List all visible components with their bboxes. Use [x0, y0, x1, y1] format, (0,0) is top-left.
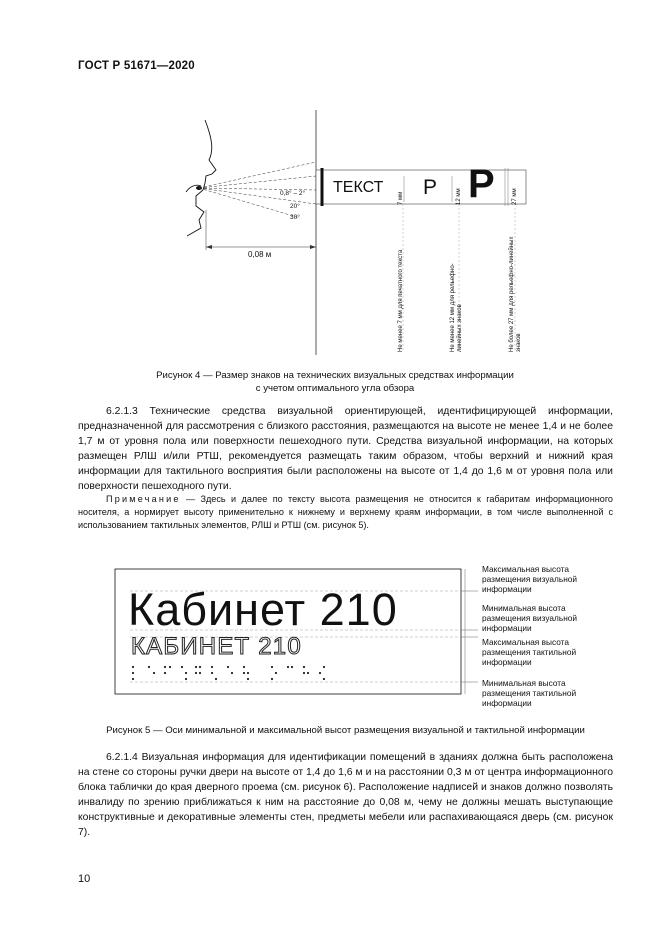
- paragraph-6-2-1-4: 6.2.1.4 Визуальная информация для идентификации помещений в зданиях должна быть расположена на стене со стороны ручки двери на высоте от 1,4 до 1,6 м и на расстоянии 0,3 м от центра информационного блока таблички до края дверного проема (см. рисунок 6). Расположение надписей и знаков должно позволять инвалиду по зрению приближаться к ним на расстояние до 0,08 м, чему не должны мешать выступающие конструктивные и декоративные элементы стен, предметы мебели или распахивающаяся дверь (см. рисунок 7).: [78, 752, 613, 838]
- note-relief-max: Не более 27 мм для рельефно-линейных знаков: [509, 236, 522, 352]
- plate-visual-text: Кабинет 210: [128, 584, 398, 635]
- document-header: ГОСТ Р 51671—2020: [78, 60, 195, 72]
- note-text: — Здесь и далее по тексту высота размещения не относится к габаритам информационного носителя, а нормирует высоту применительно к нижнему и верхнему краям информации, в том числе выполненной с использованием тактильных элементов, РЛШ и РТШ (см. рисунок 5).: [78, 494, 613, 530]
- label-max-visual: Максимальная высота размещения визуальной информации: [482, 564, 578, 594]
- figure-4-diagram: [0, 0, 661, 360]
- note-paragraph: [78, 493, 613, 532]
- page-number: 10: [78, 873, 91, 885]
- distance-label: 0,08 м: [248, 250, 272, 259]
- height-label-27: 27 мм: [512, 188, 518, 205]
- note-relief-min: Не менее 12 мм для рельефно-линейных знаков: [450, 263, 463, 352]
- face-profile: [187, 120, 216, 236]
- height-label-12: 12 мм: [456, 188, 462, 205]
- sign-letter-medium: Р: [423, 176, 438, 199]
- label-min-visual: Минимальная высота размещения визуальной информации: [482, 603, 578, 633]
- label-max-tactile: Максимальная высота размещения тактильной информации: [482, 637, 577, 667]
- sign-sample-text: ТЕКСТ: [333, 179, 384, 196]
- sign-letter-large: Р: [468, 162, 495, 206]
- figure-5-caption: Рисунок 5 — Оси минимальной и максимальной высот размещения визуальной и тактильной информации: [106, 725, 585, 736]
- note-label: Примечание: [106, 494, 181, 504]
- angle-label-1: 0,8° – 2°: [280, 190, 306, 197]
- label-min-tactile: Минимальная высота размещения тактильной информации: [482, 678, 577, 708]
- angle-label-2: 20°: [290, 203, 300, 210]
- note-print-text: Не менее 7 мм для печатного текста: [398, 249, 404, 352]
- angle-label-3: 30°: [290, 214, 300, 221]
- figure-4-caption: Рисунок 4 — Размер знаков на технических визуальных средствах информации с учетом оптимального угла обзора: [156, 370, 514, 394]
- paragraph-6-2-1-3: 6.2.1.3 Технические средства визуальной ориентирующей, идентифицирующей информации, предназначенной для рассмотрения с близкого расстояния, размещаются на высоте не менее 1,4 и не более 1,7 м от уровня пола или поверхности пешеходного пути. Средства визуальной информации, на которых размещен РЛШ и/или РТШ, рекомендуется размещать таким образом, чтобы верхний и нижний края информации для тактильного восприятия были расположены на высоте от 1,4 до 1,6 м от уровня пола или поверхности пешеходного пути.: [78, 406, 613, 492]
- height-label-7: 7 мм: [398, 191, 404, 205]
- plate-relief-text: КАБИНЕТ 210: [131, 633, 302, 660]
